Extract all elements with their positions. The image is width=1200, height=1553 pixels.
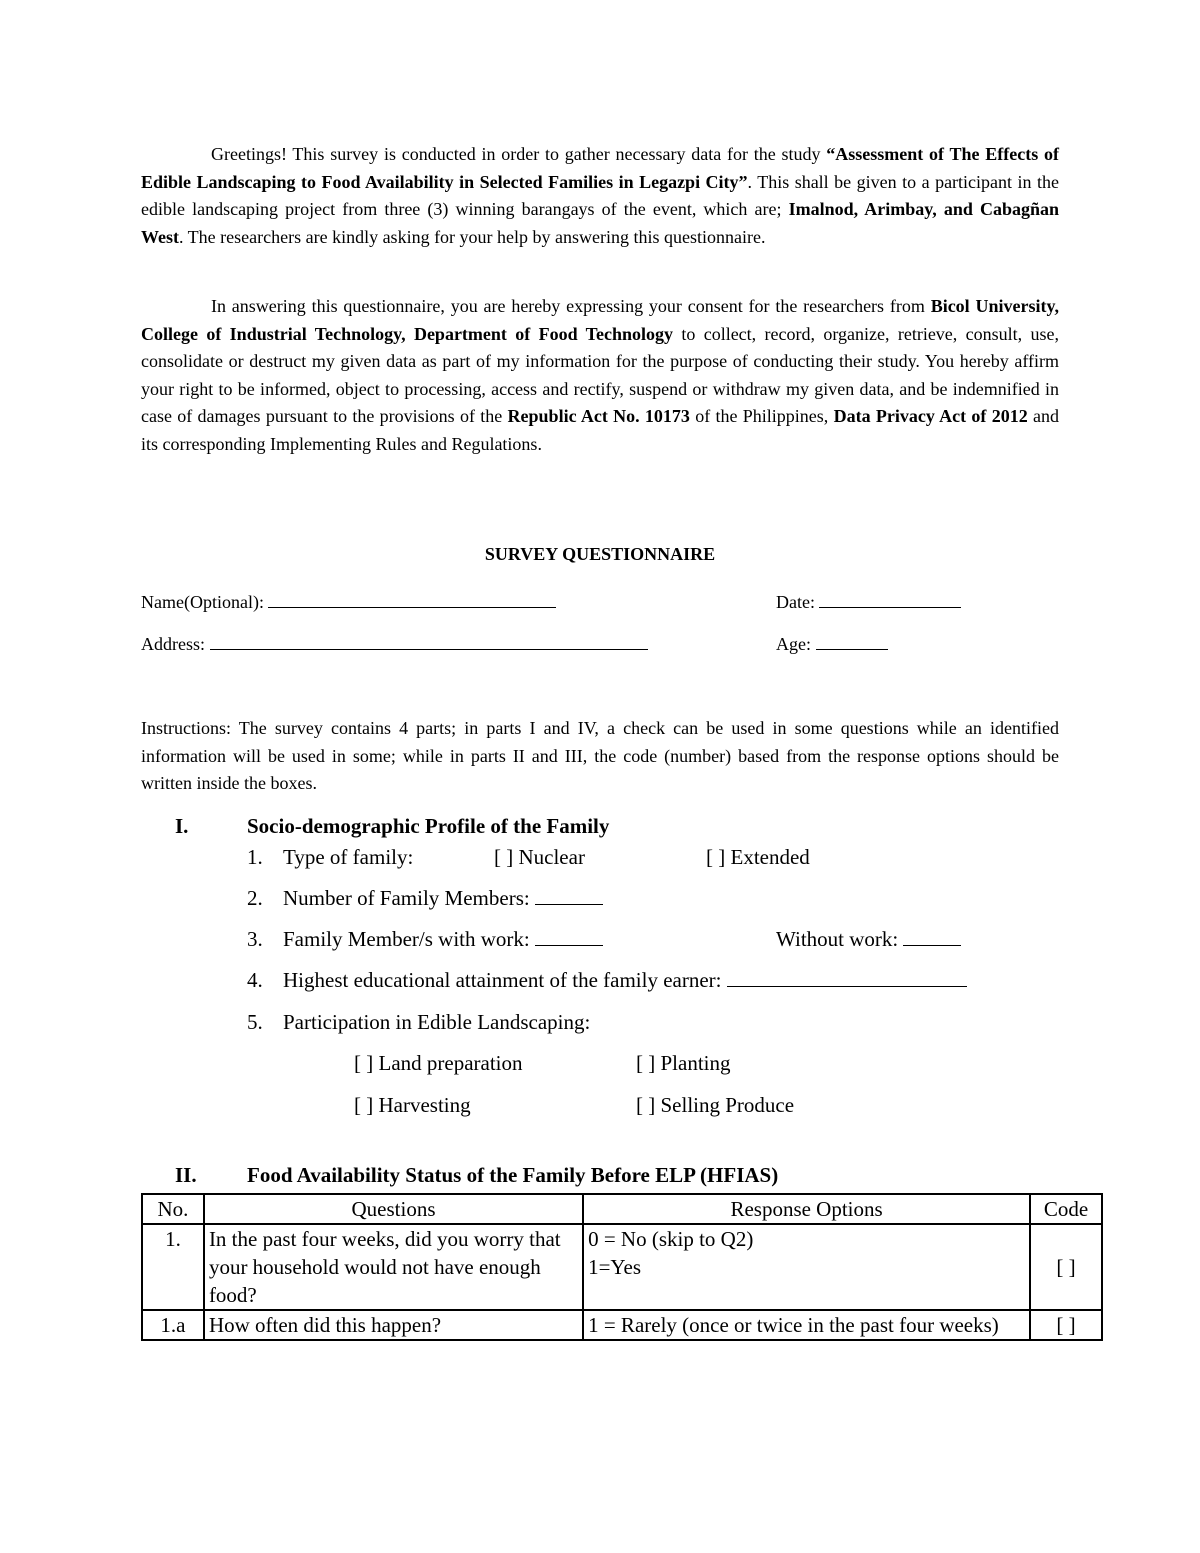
page-title: SURVEY QUESTIONNAIRE bbox=[484, 544, 716, 564]
address-label: Address: bbox=[141, 634, 205, 654]
greeting-text-2: . This shall be given to a participant in the edible landscaping project from three (3) winning barangays of the event, which are; bbox=[141, 171, 1059, 219]
q1-label: Type of family: bbox=[283, 845, 414, 869]
q2-label: Number of Family Members: bbox=[283, 886, 530, 910]
republic-act: Republic Act No. 10173 bbox=[507, 406, 690, 426]
consent-text-4: and its corresponding Implementing Rules and Regulations. bbox=[141, 406, 1059, 454]
part1-title: Socio-demographic Profile of the Family bbox=[247, 814, 610, 838]
q3-without-work-field[interactable] bbox=[776, 927, 961, 952]
study-title: “Assessment of The Effects of Edible Landscaping to Food Availability in Selected Families in Legazpi City” bbox=[141, 144, 1059, 192]
name-label: Name(Optional): bbox=[141, 592, 264, 612]
header-response-options: Response Options bbox=[583, 1194, 1030, 1224]
q3-number: 3. bbox=[247, 927, 263, 951]
row-code-box[interactable]: [ ] bbox=[1030, 1310, 1102, 1340]
q3-field[interactable] bbox=[283, 927, 603, 952]
row-question: How often did this happen? bbox=[204, 1310, 583, 1340]
row-code-box[interactable]: [ ] bbox=[1030, 1224, 1102, 1310]
q4-field[interactable] bbox=[283, 968, 967, 993]
age-field[interactable] bbox=[776, 631, 888, 655]
date-label: Date: bbox=[776, 592, 815, 612]
name-blank[interactable] bbox=[268, 589, 556, 608]
age-blank[interactable] bbox=[816, 631, 888, 650]
q1-option-nuclear[interactable]: [ ] Nuclear bbox=[494, 845, 585, 869]
date-blank[interactable] bbox=[819, 589, 961, 608]
greeting-text-3: . The researchers are kindly asking for your help by answering this questionnaire. bbox=[179, 226, 766, 247]
q2-blank[interactable] bbox=[535, 886, 603, 905]
data-privacy-act: Data Privacy Act of 2012 bbox=[833, 406, 1028, 426]
table-header-row bbox=[142, 1194, 1102, 1224]
header-code: Code bbox=[1030, 1194, 1102, 1224]
consent-text-3: of the Philippines, bbox=[689, 406, 834, 426]
q2-number: 2. bbox=[247, 886, 263, 910]
q1-option-extended[interactable]: [ ] Extended bbox=[706, 845, 810, 869]
q3-blank[interactable] bbox=[535, 927, 603, 946]
response-option: 1 = Rarely (once or twice in the past four weeks) bbox=[588, 1313, 999, 1337]
q4-number: 4. bbox=[247, 968, 263, 992]
row-question: In the past four weeks, did you worry that your household would not have enough food? bbox=[204, 1224, 583, 1310]
header-no: No. bbox=[142, 1194, 204, 1224]
age-label: Age: bbox=[776, 634, 811, 654]
q5-option-harvesting[interactable]: [ ] Harvesting bbox=[354, 1093, 471, 1117]
consent-text-2: to collect, record, organize, retrieve, consult, use, consolidate or destruct my given data as part of my information for the purpose of conducting their study. You hereby affirm your right to be informed, object to processing, access and rectify, suspend or withdraw my given data, and be indemnified in case of damages pursuant to the provisions of the bbox=[141, 323, 1059, 426]
q5-option-planting[interactable]: [ ] Planting bbox=[636, 1051, 731, 1075]
row-number: 1.a bbox=[142, 1310, 204, 1340]
q3-without-work-label: Without work: bbox=[776, 927, 899, 951]
q3-label: Family Member/s with work: bbox=[283, 927, 530, 951]
q5-label: Participation in Edible Landscaping: bbox=[283, 1010, 591, 1034]
name-field[interactable] bbox=[141, 589, 556, 613]
row-response-options bbox=[583, 1224, 1030, 1310]
table-row bbox=[142, 1224, 1102, 1310]
q4-label: Highest educational attainment of the family earner: bbox=[283, 968, 722, 992]
row-number: 1. bbox=[142, 1224, 204, 1310]
date-field[interactable] bbox=[776, 589, 961, 613]
barangay-names: Imalnod, Arimbay, and Cabagñan West bbox=[141, 199, 1059, 247]
address-field[interactable] bbox=[141, 631, 648, 655]
q5-option-selling-produce[interactable]: [ ] Selling Produce bbox=[636, 1093, 795, 1117]
greeting-paragraph bbox=[141, 141, 1059, 251]
q5-option-land-preparation[interactable]: [ ] Land preparation bbox=[354, 1051, 523, 1075]
instructions: Instructions: The survey contains 4 parts; in parts I and IV, a check can be used in some questions while an identified information will be used in some; while in parts II and III, the code (number) based from the response options should be written inside the boxes. bbox=[141, 718, 1059, 793]
response-option: 0 = No (skip to Q2) bbox=[588, 1227, 754, 1251]
greeting-text: Greetings! This survey is conducted in order to gather necessary data for the study bbox=[211, 144, 827, 164]
consent-paragraph bbox=[141, 293, 1059, 458]
q5-number: 5. bbox=[247, 1010, 263, 1034]
address-blank[interactable] bbox=[210, 631, 648, 650]
response-option: 1=Yes bbox=[588, 1255, 641, 1279]
part1-number: I. bbox=[175, 814, 189, 838]
institution-name: Bicol University, College of Industrial Technology, Department of Food Technology bbox=[141, 296, 1059, 344]
consent-text: In answering this questionnaire, you are hereby expressing your consent for the researchers from bbox=[211, 296, 931, 316]
part2-number: II. bbox=[175, 1163, 197, 1187]
q1-number: 1. bbox=[247, 845, 263, 869]
table-row bbox=[142, 1310, 1102, 1340]
hfias-table bbox=[141, 1193, 1103, 1341]
row-response-options bbox=[583, 1310, 1030, 1340]
header-questions: Questions bbox=[204, 1194, 583, 1224]
q3-without-work-blank[interactable] bbox=[903, 927, 961, 946]
q2-field[interactable] bbox=[283, 886, 603, 911]
part2-title: Food Availability Status of the Family Before ELP (HFIAS) bbox=[247, 1163, 779, 1187]
q4-blank[interactable] bbox=[727, 968, 967, 987]
